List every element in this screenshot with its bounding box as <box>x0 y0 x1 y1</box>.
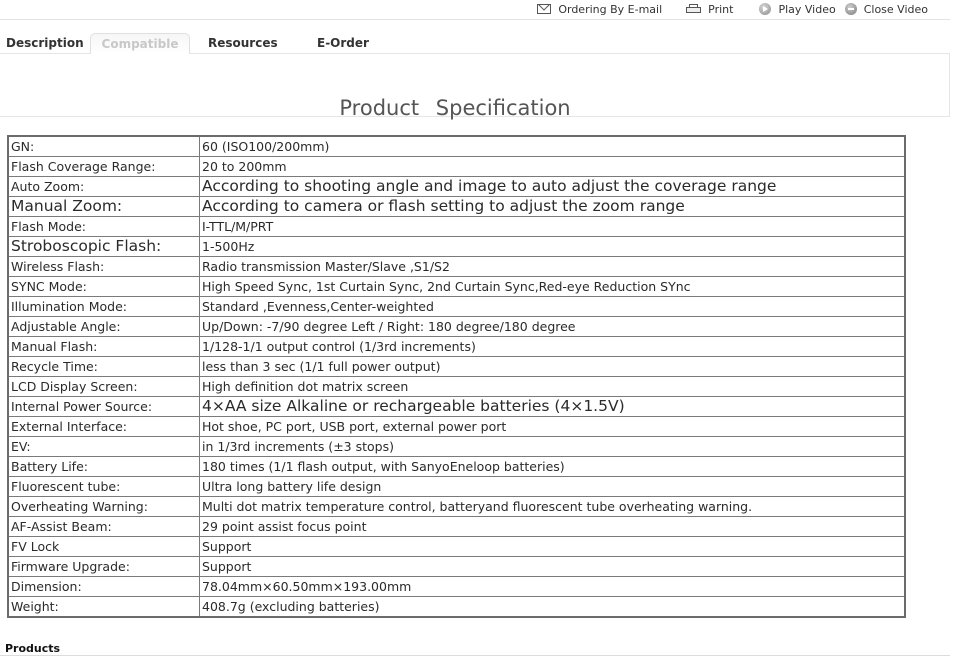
spec-value: 1-500Hz <box>200 237 906 257</box>
close-video-label: Close Video <box>863 2 928 16</box>
table-row <box>8 317 905 337</box>
mail-icon <box>537 4 551 14</box>
close-icon <box>845 3 857 15</box>
right-gutter <box>950 0 972 671</box>
spec-value: in 1/3rd increments (±3 stops) <box>200 437 906 457</box>
spec-value: 60 (ISO100/200mm) <box>200 136 906 157</box>
spec-key: Dimension: <box>8 577 200 597</box>
spec-key: Weight: <box>8 597 200 618</box>
spec-key: SYNC Mode: <box>8 277 200 297</box>
spec-key: Overheating Warning: <box>8 497 200 517</box>
table-row <box>8 477 905 497</box>
table-row <box>8 257 905 277</box>
table-row <box>8 197 905 217</box>
spec-value: 4×AA size Alkaline or rechargeable batteries (4×1.5V) <box>200 397 906 417</box>
spec-key: FV Lock <box>8 537 200 557</box>
spec-key: Adjustable Angle: <box>8 317 200 337</box>
spec-key: Battery Life: <box>8 457 200 477</box>
spec-key: Wireless Flash: <box>8 257 200 277</box>
play-icon <box>759 3 771 15</box>
table-row <box>8 577 905 597</box>
top-toolbar <box>0 0 950 20</box>
ordering-by-email-label: Ordering By E-mail <box>558 2 663 16</box>
spec-key: Firmware Upgrade: <box>8 557 200 577</box>
table-row <box>8 237 905 257</box>
table-row <box>8 457 905 477</box>
tab-resources[interactable]: Resources <box>208 36 278 50</box>
products-heading: Products <box>5 642 61 655</box>
tab-e-order[interactable]: E-Order <box>317 36 369 50</box>
table-row <box>8 417 905 437</box>
spec-value: Up/Down: -7/90 degree Left / Right: 180 degree/180 degree <box>200 317 906 337</box>
spec-key: Flash Mode: <box>8 217 200 237</box>
table-row <box>8 297 905 317</box>
table-row <box>8 557 905 577</box>
spec-value: High definition dot matrix screen <box>200 377 906 397</box>
spec-title: Product Specification <box>339 96 571 120</box>
spec-key: GN: <box>8 136 200 157</box>
spec-value: less than 3 sec (1/1 full power output) <box>200 357 906 377</box>
spec-value: Ultra long battery life design <box>200 477 906 497</box>
spec-value: 78.04mm×60.50mm×193.00mm <box>200 577 906 597</box>
spec-value: 408.7g (excluding batteries) <box>200 597 906 618</box>
spec-key: Internal Power Source: <box>8 397 200 417</box>
tab-compatible[interactable]: Compatible <box>90 33 190 54</box>
table-row <box>8 157 905 177</box>
ordering-by-email-link[interactable] <box>537 3 662 16</box>
table-row <box>8 517 905 537</box>
top-actions <box>519 0 928 18</box>
spec-key: Manual Flash: <box>8 337 200 357</box>
spec-value: I-TTL/M/PRT <box>200 217 906 237</box>
table-row <box>8 597 905 618</box>
spec-value: 180 times (1/1 flash output, with SanyoEneloop batteries) <box>200 457 906 477</box>
close-video-link[interactable] <box>845 3 928 16</box>
spec-value: Radio transmission Master/Slave ,S1/S2 <box>200 257 906 277</box>
table-row <box>8 357 905 377</box>
print-link[interactable] <box>686 3 733 16</box>
spec-value: According to shooting angle and image to auto adjust the coverage range <box>200 177 906 197</box>
spec-value: 29 point assist focus point <box>200 517 906 537</box>
table-row <box>8 537 905 557</box>
tab-description[interactable]: Description <box>6 36 84 50</box>
table-row <box>8 337 905 357</box>
table-row <box>8 497 905 517</box>
spec-key: Manual Zoom: <box>8 197 200 217</box>
spec-key: Fluorescent tube: <box>8 477 200 497</box>
spec-key: Recycle Time: <box>8 357 200 377</box>
spec-table <box>7 135 906 618</box>
spec-key: Stroboscopic Flash: <box>8 237 200 257</box>
print-label: Print <box>708 2 734 16</box>
spec-key: EV: <box>8 437 200 457</box>
table-row <box>8 217 905 237</box>
spec-key: Flash Coverage Range: <box>8 157 200 177</box>
divider <box>0 655 950 656</box>
spec-value: Support <box>200 557 906 577</box>
printer-icon <box>686 4 701 15</box>
table-row <box>8 437 905 457</box>
spec-value: Hot shoe, PC port, USB port, external power port <box>200 417 906 437</box>
spec-key: Illumination Mode: <box>8 297 200 317</box>
spec-value: Standard ,Evenness,Center-weighted <box>200 297 906 317</box>
spec-key: AF-Assist Beam: <box>8 517 200 537</box>
table-row <box>8 136 905 157</box>
product-tabs <box>0 33 950 54</box>
spec-value: High Speed Sync, 1st Curtain Sync, 2nd Curtain Sync,Red-eye Reduction SYnc <box>200 277 906 297</box>
play-video-link[interactable] <box>759 3 835 16</box>
spec-key: Auto Zoom: <box>8 177 200 197</box>
spec-key: External Interface: <box>8 417 200 437</box>
table-row <box>8 277 905 297</box>
table-row <box>8 397 905 417</box>
spec-value: According to camera or flash setting to adjust the zoom range <box>200 197 906 217</box>
spec-value: Multi dot matrix temperature control, batteryand fluorescent tube overheating warning. <box>200 497 906 517</box>
table-row <box>8 377 905 397</box>
table-row <box>8 177 905 197</box>
spec-value: 20 to 200mm <box>200 157 906 177</box>
spec-value: 1/128-1/1 output control (1/3rd increments) <box>200 337 906 357</box>
spec-key: LCD Display Screen: <box>8 377 200 397</box>
spec-value: Support <box>200 537 906 557</box>
play-video-label: Play Video <box>778 2 836 16</box>
